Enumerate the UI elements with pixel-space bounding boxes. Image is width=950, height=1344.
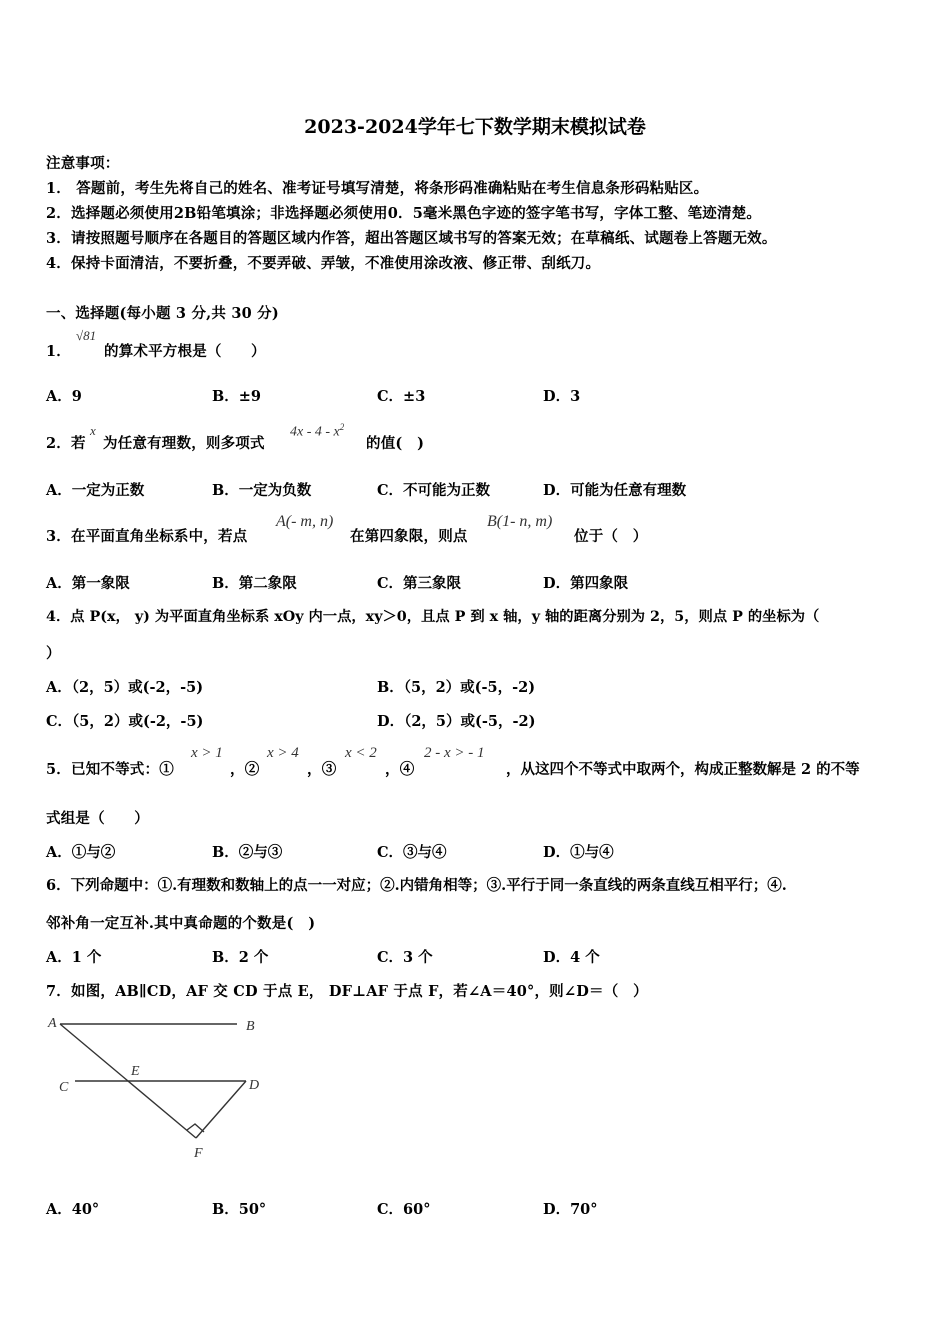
- label-c: C: [59, 1080, 69, 1095]
- option-d: D．第四象限: [543, 575, 629, 592]
- option-c: C．不可能为正数: [377, 482, 491, 499]
- question-number: 1．: [46, 343, 71, 360]
- separator: ，④: [385, 761, 415, 778]
- question-text: 的算术平方根是（ ）: [104, 343, 266, 360]
- option-b: B．±9: [212, 388, 261, 405]
- question-text: 为任意有理数，则多项式: [103, 435, 265, 452]
- option-d: D．4 个: [543, 949, 600, 966]
- label-a: A: [48, 1016, 57, 1031]
- notice-item: 3．请按照题号顺序在各题目的答题区域内作答，超出答题区域书写的答案无效；在草稿纸、试题卷上答题无效。: [46, 230, 777, 247]
- inequality-3: x < 2: [345, 745, 377, 761]
- option-d: D．3: [543, 388, 581, 405]
- option-b: B．第二象限: [212, 575, 297, 592]
- notice-heading: 注意事项：: [46, 155, 120, 172]
- option-c: C．③与④: [377, 844, 447, 861]
- option-b: B．②与③: [212, 844, 283, 861]
- point-a-expression: A(- m, n): [276, 513, 334, 530]
- question-text: 3．在平面直角坐标系中，若点: [46, 528, 248, 545]
- polynomial-main: 4x - 4 - x: [290, 424, 340, 440]
- math-variable: x: [90, 423, 96, 438]
- option-a: A．9: [46, 388, 82, 405]
- option-c: C．±3: [377, 388, 426, 405]
- option-b: B．2 个: [212, 949, 269, 966]
- option-a: A．（2，5）或(-2，-5): [46, 679, 204, 696]
- point-b-expression: B(1- n, m): [487, 513, 553, 530]
- separator: ，②: [230, 761, 260, 778]
- question-text: 6．下列命题中：①.有理数和数轴上的点一一对应；②.内错角相等；③.平行于同一条直线的两条直线互相平行；④.: [46, 877, 787, 894]
- question-text: ，从这四个不等式中取两个，构成正整数解是 2 的不等: [506, 761, 860, 778]
- option-d: D．可能为任意有理数: [543, 482, 687, 499]
- option-a: A．一定为正数: [46, 482, 145, 499]
- option-c: C．3 个: [377, 949, 433, 966]
- separator: ，③: [307, 761, 337, 778]
- option-d: D．70°: [543, 1201, 598, 1218]
- inequality-2: x > 4: [267, 745, 299, 761]
- option-b: B．一定为负数: [212, 482, 312, 499]
- label-e: E: [131, 1064, 140, 1079]
- question-text: 4．点 P(x， y) 为平面直角坐标系 xOy 内一点，xy＞0，且点 P 到 x 轴，y 轴的距离分别为 2，5，则点 P 的坐标为（: [46, 609, 820, 625]
- question-text: 在第四象限，则点: [350, 528, 468, 545]
- section-heading: 一、选择题(每小题 3 分,共 30 分): [46, 305, 279, 322]
- notice-item: 1． 答题前，考生先将自己的姓名、准考证号填写清楚，将条形码准确粘贴在考生信息条形码粘贴区。: [46, 180, 709, 197]
- label-d: D: [249, 1078, 260, 1093]
- notice-item: 2．选择题必须使用2B铅笔填涂；非选择题必须使用0．5毫米黑色字迹的签字笔书写，字体工整、笔迹清楚。: [46, 205, 762, 222]
- option-d: D．①与④: [543, 844, 614, 861]
- polynomial-exponent: 2: [339, 422, 345, 432]
- option-c: C．第三象限: [377, 575, 462, 592]
- option-a: A．①与②: [46, 844, 116, 861]
- line-df: [196, 1081, 246, 1138]
- option-d: D．（2，5）或(-5，-2): [377, 713, 536, 730]
- label-f: F: [194, 1146, 203, 1161]
- option-a: A．第一象限: [46, 575, 130, 592]
- sqrt-expression: √81: [76, 328, 97, 343]
- option-a: A．40°: [46, 1201, 100, 1218]
- question-text: ）: [46, 645, 61, 662]
- option-c: C．（5，2）或(-2，-5): [46, 713, 204, 730]
- question-text: 7．如图，AB∥CD，AF 交 CD 于点 E， DF⊥AF 于点 F，若∠A＝40°，则∠D＝（ ）: [46, 983, 648, 1000]
- question-text: 邻补角一定互补.其中真命题的个数是( ): [46, 915, 316, 932]
- page-title: 2023-2024学年七下数学期末模拟试卷: [304, 116, 646, 138]
- question-text: 式组是（ ）: [46, 810, 149, 827]
- option-b: B．50°: [212, 1201, 267, 1218]
- inequality-1: x > 1: [191, 745, 223, 761]
- inequality-4: 2 - x > - 1: [424, 745, 485, 761]
- question-text: 位于（ ）: [574, 528, 648, 545]
- question-text: 2．若: [46, 435, 86, 452]
- option-b: B．（5，2）或(-5，-2): [377, 679, 536, 696]
- option-c: C．60°: [377, 1201, 431, 1218]
- question-text: 的值( ): [366, 435, 425, 452]
- label-b: B: [246, 1019, 255, 1034]
- option-a: A．1 个: [46, 949, 102, 966]
- notice-item: 4．保持卡面清洁，不要折叠，不要弄破、弄皱，不准使用涂改液、修正带、刮纸刀。: [46, 255, 601, 272]
- question-text: 5．已知不等式：①: [46, 761, 174, 778]
